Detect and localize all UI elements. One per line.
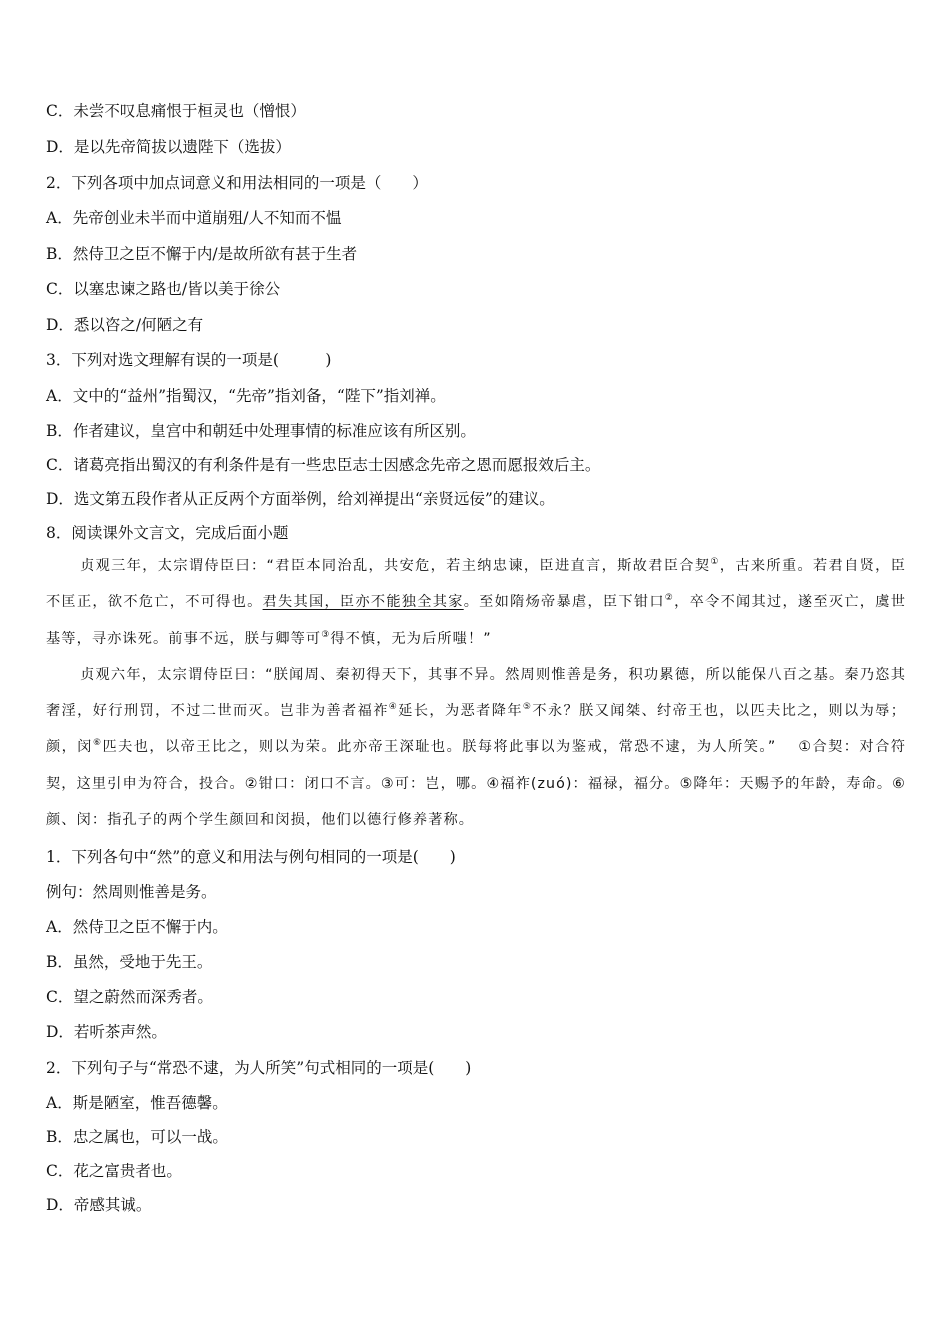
text: 得不慎，无为后所嗤！” — [330, 630, 492, 647]
sub-question-2-option-b: B．忠之属也，可以一战。 — [46, 1128, 228, 1146]
underlined-sentence: 君失其国，臣亦不能独全其家 — [262, 594, 464, 611]
text: 不永？朕又闻桀、纣帝王也，以匹夫比之，则以为辱；颜，闵 — [46, 703, 907, 756]
question-3-option-d: D．选文第五段作者从正反两个方面举例，给刘禅提出“亲贤远佞”的建议。 — [46, 490, 555, 508]
text: ，古来所重。若君自贤，臣不匡正，欲不危亡，不可得也。 — [46, 558, 907, 611]
footnote-ref-5: ⑤ — [522, 702, 533, 713]
option-c-prev: C．未尝不叹息痛恨于桓灵也（憎恨） — [46, 102, 306, 120]
question-2-option-d: D．悉以咨之/何陋之有 — [46, 316, 204, 334]
sub-question-2-stem: 2．下列句子与“常恐不逮，为人所笑”句式相同的一项是( ) — [46, 1059, 472, 1077]
sub-question-2-option-a: A．斯是陋室，惟吾德馨。 — [46, 1094, 228, 1112]
sub-question-2-option-d: D．帝感其诚。 — [46, 1196, 152, 1214]
passage-paragraph-1 — [46, 548, 906, 657]
question-2-option-b: B．然侍卫之臣不懈于内/是故所欲有甚于生者 — [46, 245, 358, 263]
text: 。至如隋炀帝暴虐，臣下钳口 — [463, 594, 665, 611]
text: 贞观六年，太宗谓侍臣曰：“朕闻周、秦初得天下，其事不异。然周则惟善是务，积功累德，所以能保八百之基。秦乃恣其奢淫，好行刑罚，不过二世而灭。岂非为善者福祚 — [46, 666, 906, 720]
question-3-option-c: C．诸葛亮指出蜀汉的有利条件是有一些忠臣志士因感念先帝之恩而愿报效后主。 — [46, 456, 601, 474]
question-3-stem: 3．下列对选文理解有误的一项是( ) — [46, 351, 332, 369]
classical-passage — [46, 548, 906, 838]
option-d-prev: D．是以先帝简拔以遗陛下（选拔） — [46, 138, 291, 156]
sub-question-2-option-c: C．花之富贵者也。 — [46, 1162, 182, 1180]
text: 匹夫也，以帝王比之，则以为荣。此亦帝王深耻也。朕每将此事以为鉴戒，常恐不逮，为人所笑。” ①合契：对合符契，这里引申为符合，投合。②钳口：闭口不言。③可：岂，哪。④福祚(zuó)：福禄，福分。⑤降年：天赐予的年龄，寿命。⑥颜、闵：指孔子的两个学生颜回和闵损，他们以德行修养著称。 — [46, 739, 906, 829]
sub-question-1-option-b: B．虽然，受地于先王。 — [46, 953, 213, 971]
sub-question-1-option-a: A．然侍卫之臣不懈于内。 — [46, 918, 228, 936]
text: 延长，为恶者降年 — [398, 703, 523, 720]
sub-question-1-option-c: C．望之蔚然而深秀者。 — [46, 988, 213, 1006]
footnote-ref-1: ① — [710, 557, 720, 567]
footnote-ref-4: ④ — [388, 702, 399, 713]
text: 贞观三年，太宗谓侍臣曰：“君臣本同治乱，共安危，若主纳忠谏，臣进直言，斯故君臣合契 — [80, 558, 711, 574]
sub-question-1-option-d: D．若听茶声然。 — [46, 1023, 167, 1041]
text: ，卒令不闻其过，遂至灭亡，虞世基等，寻亦诛死。前事不远，朕与卿等可 — [46, 594, 907, 647]
question-2-option-c: C．以塞忠谏之路也/皆以美于徐公 — [46, 280, 281, 298]
sub-question-1-example: 例句：然周则惟善是务。 — [46, 883, 217, 901]
sub-question-1-stem: 1．下列各句中“然”的意义和用法与例句相同的一项是( ) — [46, 848, 456, 866]
footnote-ref-6: ⑥ — [92, 738, 103, 749]
question-2-stem: 2．下列各项中加点词意义和用法相同的一项是（ ） — [46, 174, 428, 192]
footnote-ref-2: ② — [664, 593, 675, 604]
question-2-option-a: A．先帝创业未半而中道崩殂/人不知而不愠 — [46, 209, 342, 227]
question-3-option-a: A．文中的“益州”指蜀汉，“先帝”指刘备，“陛下”指刘禅。 — [46, 387, 446, 405]
question-3-option-b: B．作者建议，皇宫中和朝廷中处理事情的标准应该有所区别。 — [46, 422, 476, 440]
question-8-heading: 8．阅读课外文言文，完成后面小题 — [46, 524, 289, 542]
passage-paragraph-2 — [46, 657, 906, 838]
footnote-ref-3: ③ — [321, 629, 331, 640]
